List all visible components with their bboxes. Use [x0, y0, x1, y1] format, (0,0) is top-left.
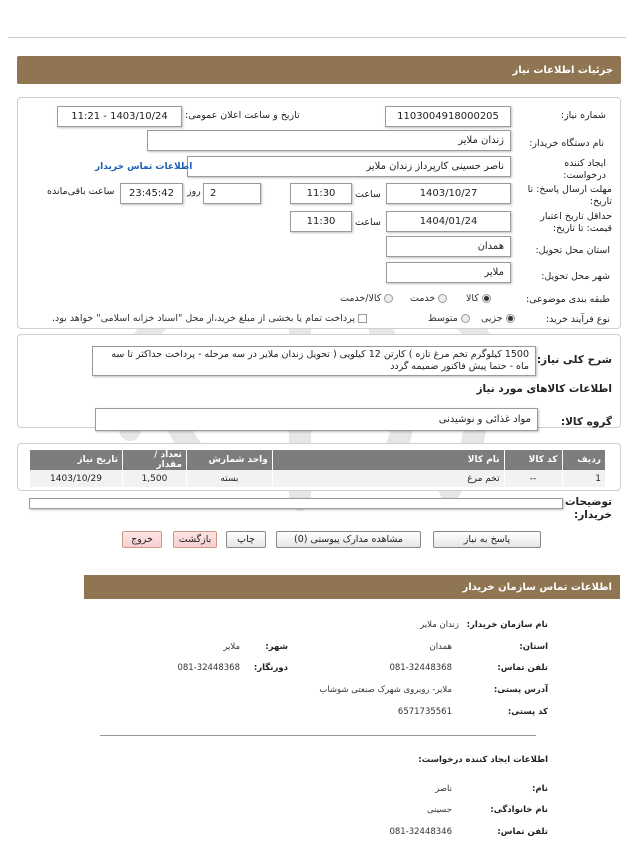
description-label: شرح کلی نیاز: — [536, 354, 612, 366]
province-label: استان محل تحویل: — [535, 245, 610, 256]
radio-icon — [461, 314, 470, 323]
col-unit: واحد شمارش — [186, 450, 272, 470]
reply-time-field: 11:30 — [290, 183, 352, 204]
creator-phone-label: تلفن تماس: — [497, 827, 548, 837]
reply-deadline-label: مهلت ارسال پاسخ: تا تاریخ: — [527, 184, 612, 207]
cell-date: 1403/10/29 — [30, 470, 123, 487]
top-divider — [8, 37, 626, 38]
radio-icon — [384, 294, 393, 303]
family-value: حسینی — [426, 805, 452, 815]
creator-field: ناصر حسینی کارپرداز زندان ملایر — [187, 156, 511, 177]
validity-date-field: 1404/01/24 — [386, 211, 511, 232]
attachments-button[interactable]: مشاهده مدارک پیوستی (0) — [276, 531, 421, 548]
validity-label: حداقل تاریخ اعتبار قیمت: تا تاریخ: — [540, 211, 612, 234]
reply-time-label: ساعت — [355, 189, 381, 200]
postal-label: کد پستی: — [507, 707, 548, 717]
process-option-minor[interactable]: جزیی — [481, 313, 515, 324]
remaining-time-field: 23:45:42 — [120, 183, 183, 204]
description-text: 1500 کیلوگرم تخم مرغ تازه ) کارتن 12 کیلویی ( تحویل زندان ملایر در سه مرحله - پرداخت حداکثر تا سه ماه - حتما پیش فاکتور ضمیمه گردد — [111, 349, 529, 372]
reply-date-field: 1403/10/27 — [386, 183, 511, 204]
category-label: طبقه بندی موضوعی: — [525, 294, 610, 305]
city-info-label: شهر: — [265, 642, 288, 652]
checkbox-icon — [358, 314, 367, 323]
radio-icon — [506, 314, 515, 323]
province-info-value: همدان — [429, 642, 452, 652]
category-option-goods[interactable]: کالا — [466, 293, 491, 304]
contact-header — [84, 575, 620, 599]
radio-icon — [482, 294, 491, 303]
contact-divider — [100, 735, 536, 736]
address-value: ملایر- روبروی شهرک صنعتی شوشاب — [319, 685, 452, 695]
treasury-payment-checkbox[interactable]: پرداخت تمام یا بخشی از مبلغ خرید،از محل "اسناد خزانه اسلامی" خواهد بود. — [52, 313, 367, 324]
contact-title: اطلاعات تماس سازمان خریدار — [462, 581, 612, 593]
need-number-label: شماره نیاز: — [560, 110, 606, 121]
day-label: روز — [187, 186, 201, 197]
radio-icon — [438, 294, 447, 303]
cell-qty: 1,500 — [122, 470, 186, 487]
fax-label: دورنگار: — [253, 663, 288, 673]
goods-group-field: مواد غذائی و نوشیدنی — [95, 408, 538, 431]
phone-label: تلفن تماس: — [497, 663, 548, 673]
remaining-label: ساعت باقی‌مانده — [47, 186, 115, 197]
buyer-org-label: نام دستگاه خریدار: — [529, 138, 604, 149]
name-value: ناصر — [435, 784, 452, 794]
table-row[interactable] — [30, 470, 606, 487]
city-info-value: ملایر — [223, 642, 240, 652]
reply-button[interactable]: پاسخ به نیاز — [433, 531, 541, 548]
address-label: آدرس پستی: — [493, 685, 548, 695]
goods-group-label: گروه کالا: — [560, 416, 612, 428]
cell-name: تخم مرغ — [272, 470, 504, 487]
remaining-days-field: 2 — [203, 183, 261, 204]
goods-title: اطلاعات کالاهای مورد نیاز — [476, 383, 612, 395]
buyer-contact-link[interactable]: اطلاعات تماس خریدار — [95, 162, 193, 172]
phone-value: 081-32448368 — [389, 663, 452, 673]
col-code: کد کالا — [504, 450, 562, 470]
col-name: نام کالا — [272, 450, 504, 470]
creator-phone-value: 081-32448346 — [389, 827, 452, 837]
goods-table — [29, 450, 605, 487]
process-label: نوع فرآیند خرید: — [545, 314, 610, 325]
page-title: جزئیات اطلاعات نیاز — [512, 64, 613, 76]
city-label: شهر محل تحویل: — [541, 271, 610, 282]
table-header-row — [30, 450, 606, 470]
city-field: ملایر — [386, 262, 511, 283]
cell-code: -- — [504, 470, 562, 487]
back-button[interactable]: بازگشت — [173, 531, 217, 548]
postal-value: 6571735561 — [397, 707, 452, 717]
creator-info-title: اطلاعات ایجاد کننده درخواست: — [418, 755, 548, 765]
col-date: تاریخ نیاز — [30, 450, 123, 470]
announce-field: 1403/10/24 - 11:21 — [57, 106, 182, 127]
fax-value: 081-32448368 — [177, 663, 240, 673]
buyer-org-field: زندان ملایر — [147, 130, 511, 151]
org-value: زندان ملایر — [420, 620, 459, 630]
org-label: نام سازمان خریدار: — [466, 620, 548, 630]
need-number-field: 1103004918000205 — [385, 106, 511, 127]
buyer-notes-field — [29, 498, 563, 509]
family-label: نام خانوادگی: — [490, 805, 548, 815]
validity-time-field: 11:30 — [290, 211, 352, 232]
col-qty: تعداد / مقدار — [122, 450, 186, 470]
process-option-medium[interactable]: متوسط — [428, 313, 470, 324]
province-info-label: استان: — [519, 642, 548, 652]
page-header — [17, 56, 621, 84]
validity-time-label: ساعت — [355, 217, 381, 228]
announce-label: تاریخ و ساعت اعلان عمومی: — [185, 110, 300, 121]
province-field: همدان — [386, 236, 511, 257]
col-row: ردیف — [562, 450, 605, 470]
cell-row: 1 — [562, 470, 605, 487]
category-option-both[interactable]: کالا/خدمت — [340, 293, 393, 304]
category-option-service[interactable]: خدمت — [410, 293, 447, 304]
buyer-notes-label: توضیحات خریدار: — [564, 496, 612, 521]
print-button[interactable]: چاپ — [226, 531, 266, 548]
cell-unit: بسته — [186, 470, 272, 487]
creator-label: ایجاد کننده درخواست: — [563, 158, 606, 181]
description-field — [92, 346, 536, 376]
name-label: نام: — [531, 784, 548, 794]
exit-button[interactable]: خروج — [122, 531, 162, 548]
